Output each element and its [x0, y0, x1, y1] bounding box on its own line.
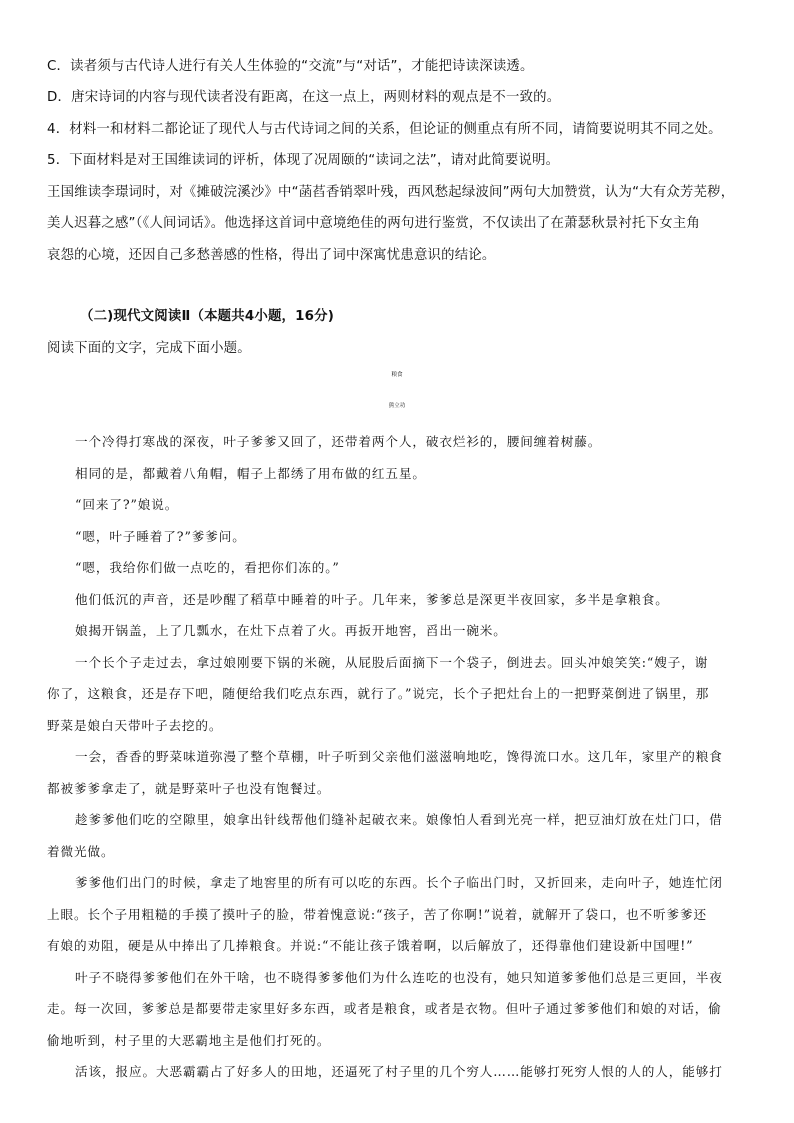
material-line-3: 哀怨的心境，还因自己多愁善感的性格，得出了词中深寓忧患意识的结论。 [47, 248, 496, 263]
story-line: 娘揭开锅盖，上了几瓢水，在灶下点着了火。再扳开地窖，舀出一碗米。 [75, 623, 507, 638]
story-title: 粮食 [391, 372, 403, 378]
story-line: 有娘的劝阻，硬是从中捧出了几捧粮食。并说:“不能让孩子饿着啊，以后解放了，还得靠他们建设新中国哩!” [47, 938, 694, 953]
story-line: 叶子不晓得爹爹他们在外干啥，也不晓得爹爹他们为什么连吃的也没有，她只知道爹爹他们总是三更回，半夜 [75, 970, 723, 985]
story-author: 熊立功 [388, 403, 406, 409]
story-line: 他们低沉的声音，还是吵醒了稻草中睡着的叶子。几年来，爹爹总是深更半夜回家，多半是拿粮食。 [75, 592, 669, 607]
question-5: 5．下面材料是对王国维读词的评析，体现了况周颐的“读词之法”，请对此简要说明。 [47, 153, 560, 168]
story-line: 活该，报应。大恶霸霸占了好多人的田地，还逼死了村子里的几个穷人……能够打死穷人恨的人的人，能够打 [75, 1064, 723, 1079]
story-line: “嗯，我给你们做一点吃的，看把你们冻的。” [75, 560, 340, 575]
material-line-2: 美人迟暮之感”（《人间词话》。他选择这首词中意境绝佳的两句进行鉴赏，不仅读出了在萧瑟秋景衬托下女主角 [47, 216, 700, 231]
section-heading: （二)现代文阅读Ⅱ（本题共4小题，16分) [80, 309, 335, 324]
story-line: “嗯，叶子睡着了?”爹爹问。 [75, 529, 246, 544]
story-line: 走。每一次回，爹爹总是都要带走家里好多东西，或者是粮食，或者是衣物。但叶子通过爹爹他们和娘的对话，偷 [47, 1001, 722, 1016]
story-line: “回来了?”娘说。 [75, 497, 179, 512]
story-line: 相同的是，都戴着八角帽，帽子上都绣了用布做的红五星。 [75, 466, 426, 481]
story-line: 都被爹爹拿走了，就是野菜叶子也没有饱餐过。 [47, 781, 331, 796]
story-line: 一会，香香的野菜味道弥漫了整个草棚，叶子听到父亲他们滋滋响地吃，馋得流口水。这几年，家里产的粮食 [75, 749, 723, 764]
story-line: 偷地听到，村子里的大恶霸地主是他们打死的。 [47, 1033, 331, 1048]
story-line: 你了，这粮食，还是存下吧，随便给我们吃点东西，就行了。”说完，长个子把灶台上的一把野菜倒进了锅里，那 [47, 686, 710, 701]
question-4: 4．材料一和材料二都论证了现代人与古代诗词之间的关系，但论证的侧重点有所不同，请简要说明其不同之处。 [47, 122, 722, 137]
story-line: 爹爹他们出门的时候，拿走了地窖里的所有可以吃的东西。长个子临出门时，又折回来，走向叶子，她连忙闭 [75, 875, 723, 890]
question-option-d: D．唐宋诗词的内容与现代读者没有距离，在这一点上，两则材料的观点是不一致的。 [47, 90, 561, 105]
question-option-c: C．读者须与古代诗人进行有关人生体验的“交流”与“对话”，才能把诗读深读透。 [47, 59, 534, 74]
story-line: 一个冷得打寒战的深夜，叶子爹爹又回了，还带着两个人，破衣烂衫的，腰间缠着树藤。 [75, 434, 602, 449]
section-instruction: 阅读下面的文字，完成下面小题。 [47, 341, 251, 356]
story-line: 上眼。长个子用粗糙的手摸了摸叶子的脸，带着愧意说:“孩子，苦了你啊!”说着，就解开了袋口，也不听爹爹还 [47, 907, 707, 922]
material-line-1: 王国维读李璟词时，对《摊破浣溪沙》中“菡萏香销翠叶残，西风愁起绿波间”两句大加赞赏，认为“大有众芳芜秽， [47, 185, 735, 200]
story-line: 一个长个子走过去，拿过娘刚要下锅的米碗，从屁股后面摘下一个袋子，倒进去。回头冲娘笑笑:“嫂子，谢 [75, 655, 709, 670]
story-line: 趁爹爹他们吃的空隙里，娘拿出针线帮他们缝补起破衣来。娘像怕人看到光亮一样，把豆油灯放在灶门口，借 [75, 812, 723, 827]
story-line: 野菜是娘白天带叶子去挖的。 [47, 718, 223, 733]
story-line: 着微光做。 [47, 844, 115, 859]
